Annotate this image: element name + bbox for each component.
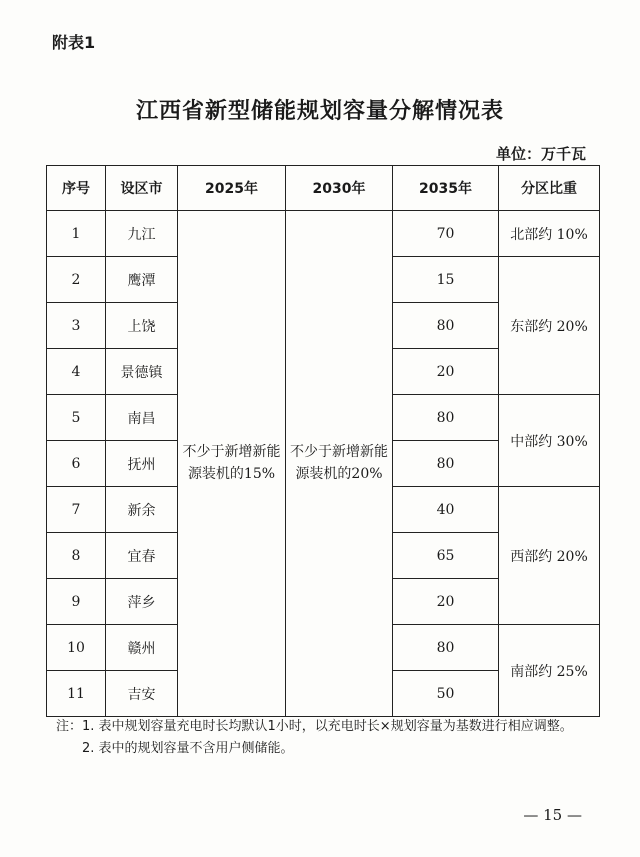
row-2035-value: 15 (393, 257, 499, 303)
row-city: 上饶 (106, 303, 178, 349)
row-2035-value: 80 (393, 303, 499, 349)
row-index: 4 (47, 349, 106, 395)
row-2035-value: 20 (393, 579, 499, 625)
row-index: 3 (47, 303, 106, 349)
cell-2025-target: 不少于新增新能源装机的15% (178, 211, 286, 717)
row-city: 抚州 (106, 441, 178, 487)
row-index: 10 (47, 625, 106, 671)
row-city: 吉安 (106, 671, 178, 717)
row-city: 新余 (106, 487, 178, 533)
row-index: 11 (47, 671, 106, 717)
row-2035-value: 20 (393, 349, 499, 395)
header-2035: 2035年 (393, 166, 499, 211)
row-city: 萍乡 (106, 579, 178, 625)
region-central: 中部约 30% (499, 395, 600, 487)
row-2035-value: 65 (393, 533, 499, 579)
row-index: 2 (47, 257, 106, 303)
row-2035-value: 40 (393, 487, 499, 533)
row-2035-value: 50 (393, 671, 499, 717)
row-index: 5 (47, 395, 106, 441)
header-city: 设区市 (106, 166, 178, 211)
row-2035-value: 70 (393, 211, 499, 257)
attachment-label: 附表1 (52, 33, 96, 52)
row-city: 赣州 (106, 625, 178, 671)
row-index: 9 (47, 579, 106, 625)
row-2035-value: 80 (393, 625, 499, 671)
capacity-table (46, 165, 600, 717)
note-2: 2. 表中的规划容量不含用户侧储能。 (82, 741, 294, 756)
row-city: 宜春 (106, 533, 178, 579)
header-index: 序号 (47, 166, 106, 211)
region-west: 西部约 20% (499, 487, 600, 625)
header-2025: 2025年 (178, 166, 286, 211)
row-index: 6 (47, 441, 106, 487)
header-2030: 2030年 (286, 166, 393, 211)
region-south: 南部约 25% (499, 625, 600, 717)
unit-label: 单位：万千瓦 (495, 145, 586, 163)
note-1: 注：1. 表中规划容量充电时长均默认1小时，以充电时长×规划容量为基数进行相应调整。 (56, 719, 573, 734)
table-notes (56, 716, 596, 760)
row-city: 南昌 (106, 395, 178, 441)
row-index: 7 (47, 487, 106, 533)
table-header-row (47, 166, 600, 211)
row-2035-value: 80 (393, 395, 499, 441)
table-title: 江西省新型储能规划容量分解情况表 (135, 98, 504, 124)
row-city: 九江 (106, 211, 178, 257)
header-region-share: 分区比重 (499, 166, 600, 211)
row-index: 8 (47, 533, 106, 579)
row-city: 鹰潭 (106, 257, 178, 303)
row-index: 1 (47, 211, 106, 257)
region-east: 东部约 20% (499, 257, 600, 395)
cell-2030-target: 不少于新增新能源装机的20% (286, 211, 393, 717)
table-row (47, 211, 600, 257)
row-city: 景德镇 (106, 349, 178, 395)
page-number: — 15 — (523, 806, 582, 824)
row-2035-value: 80 (393, 441, 499, 487)
region-north: 北部约 10% (499, 211, 600, 257)
